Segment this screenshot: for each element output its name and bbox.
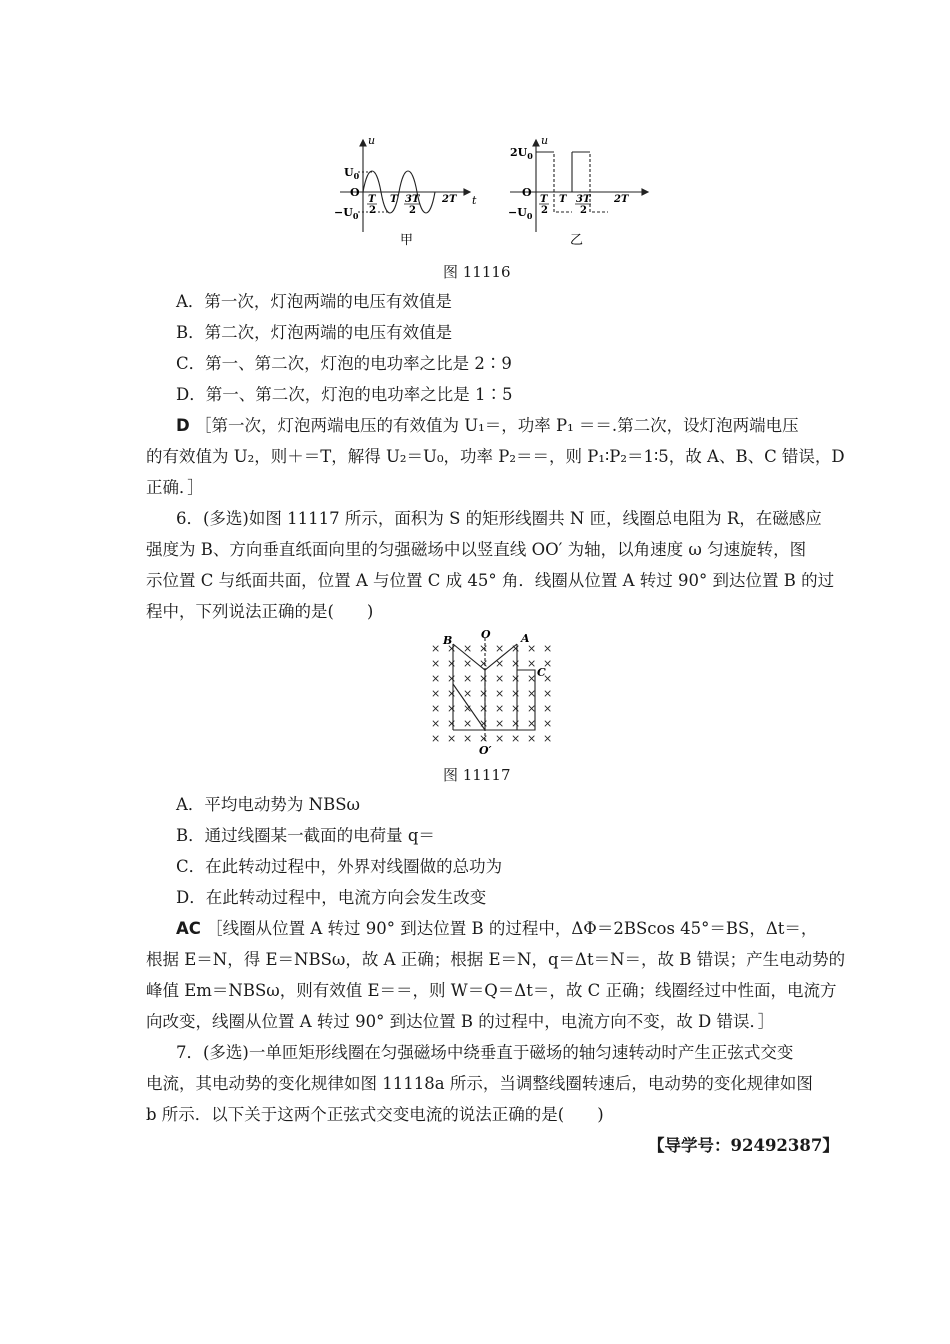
field-cross-icon: × <box>463 732 473 745</box>
origin-label-2: O <box>522 186 532 199</box>
u-axis-label-2: u <box>541 134 549 147</box>
field-cross-icon: × <box>479 717 489 730</box>
field-cross-icon: × <box>431 672 441 685</box>
field-cross-icon: × <box>527 642 537 655</box>
field-cross-icon: × <box>431 732 441 745</box>
label-a: A <box>521 632 530 645</box>
q5-answer-line3: 正确．］ <box>146 478 204 497</box>
field-cross-icon: × <box>511 732 521 745</box>
field-cross-icon: × <box>511 702 521 715</box>
three-half-t-num-2: 3T <box>576 194 591 205</box>
t-label: T <box>390 194 398 205</box>
field-cross-icon: × <box>463 702 473 715</box>
field-cross-icon: × <box>447 687 457 700</box>
field-cross-icon: × <box>511 672 521 685</box>
three-half-t-num: 3T <box>405 194 420 205</box>
q6-option-d: D．在此转动过程中，电流方向会发生改变 <box>176 888 487 907</box>
q7-stem-line1: 7．(多选)一单匝矩形线圈在匀强磁场中绕垂直于磁场的轴匀速转动时产生正弦式交变 <box>176 1043 794 1062</box>
field-cross-icon: × <box>543 687 553 700</box>
q6-answer-text1: ［线圈从位置 A 转过 90° 到达位置 B 的过程中，ΔΦ＝2BScos 45°＝BS，Δt＝， <box>206 919 818 938</box>
field-cross-icon: × <box>495 687 505 700</box>
field-cross-icon: × <box>463 657 473 670</box>
field-cross-icon: × <box>527 657 537 670</box>
label-o-prime: O′ <box>479 744 492 757</box>
q7-stem-line2: 电流，其电动势的变化规律如图 11118a 所示，当调整线圈转速后，电动势的变化规律如图 <box>146 1074 813 1093</box>
field-cross-icon: × <box>479 702 489 715</box>
q5-answer-letter: D <box>176 416 190 435</box>
origin-label: O <box>350 186 360 199</box>
q6-stem-line3: 示位置 C 与纸面共面，位置 A 与位置 C 成 45° 角．线圈从位置 A 转过 90° 到达位置 B 的过 <box>146 571 835 590</box>
field-cross-icon: × <box>495 642 505 655</box>
field-cross-icon: × <box>447 672 457 685</box>
field-cross-icon: × <box>527 687 537 700</box>
q6-option-b: B．通过线圈某一截面的电荷量 q＝ <box>176 826 435 845</box>
q6-stem-line2: 强度为 B、方向垂直纸面向里的匀强磁场中以竖直线 OO′ 为轴，以角速度 ω 匀速旋转，图 <box>146 540 807 559</box>
field-cross-icon: × <box>463 642 473 655</box>
field-cross-icon: × <box>527 672 537 685</box>
field-cross-icon: × <box>479 687 489 700</box>
two-t-label-2: 2T <box>614 194 629 205</box>
field-cross-icon: × <box>495 672 505 685</box>
field-cross-icon: × <box>543 732 553 745</box>
q6-stem-line1: 6．(多选)如图 11117 所示，面积为 S 的矩形线圈共 N 匝，线圈总电阻为 R，在磁感应 <box>176 509 822 528</box>
q7-stem-line3: b 所示．以下关于这两个正弦式交变电流的说法正确的是( ) <box>146 1105 604 1124</box>
field-cross-icon: × <box>479 657 489 670</box>
field-cross-icon: × <box>447 732 457 745</box>
field-cross-icon: × <box>463 687 473 700</box>
figure-11116 <box>330 132 660 250</box>
u0-label: $U_0$ <box>344 166 360 181</box>
two-t-label: 2T <box>442 194 457 205</box>
label-b: B <box>443 634 453 647</box>
half-t-den: 2 <box>369 205 376 216</box>
field-cross-icon: × <box>543 657 553 670</box>
field-cross-icon: × <box>495 732 505 745</box>
field-cross-icon: × <box>511 687 521 700</box>
field-cross-icon: × <box>495 657 505 670</box>
field-cross-icon: × <box>511 717 521 730</box>
figure-11117-caption: 图 11117 <box>443 766 511 784</box>
field-cross-icon: × <box>431 702 441 715</box>
field-cross-icon: × <box>527 717 537 730</box>
half-t-num: T <box>368 194 376 205</box>
q5-option-d: D．第一、第二次，灯泡的电功率之比是 1∶5 <box>176 385 513 404</box>
field-cross-icon: × <box>543 672 553 685</box>
field-cross-icon: × <box>431 717 441 730</box>
q5-option-b: B．第二次，灯泡两端的电压有效值是 <box>176 323 453 342</box>
half-t-den-2: 2 <box>541 205 548 216</box>
field-cross-icon: × <box>463 672 473 685</box>
q6-option-c: C．在此转动过程中，外界对线圈做的总功为 <box>176 857 503 876</box>
figure-11116-caption: 图 11116 <box>443 263 511 281</box>
label-c: C <box>537 666 546 679</box>
field-cross-icon: × <box>495 702 505 715</box>
three-half-t-den: 2 <box>409 205 416 216</box>
field-cross-icon: × <box>527 702 537 715</box>
left-graph-label: 甲 <box>400 233 414 248</box>
u-axis-label: u <box>368 134 376 147</box>
q7-guide-number: 【导学号：92492387】 <box>648 1136 839 1155</box>
right-graph-label: 乙 <box>570 233 584 248</box>
field-cross-icon: × <box>431 657 441 670</box>
field-cross-icon: × <box>447 657 457 670</box>
two-u0-label: $2U_0$ <box>510 146 533 161</box>
half-t-num-2: T <box>540 194 548 205</box>
field-cross-icon: × <box>495 717 505 730</box>
figure-11117 <box>425 630 565 758</box>
field-cross-icon: × <box>543 702 553 715</box>
t-axis-label: t <box>472 194 477 207</box>
field-cross-icon: × <box>543 642 553 655</box>
q5-answer-line1 <box>176 415 799 437</box>
field-cross-icon: × <box>543 717 553 730</box>
q6-option-a: A．平均电动势为 NBSω <box>176 795 360 814</box>
q6-stem-line4: 程中，下列说法正确的是( ) <box>146 602 374 621</box>
field-cross-icon: × <box>447 702 457 715</box>
q5-answer-line2: 的有效值为 U₂，则＋＝T，解得 U₂＝U₀，功率 P₂＝＝，则 P₁∶P₂＝1∶5，故 A、B、C 错误，D <box>146 447 845 466</box>
t-label-2: T <box>559 194 567 205</box>
field-cross-icon: × <box>527 732 537 745</box>
field-cross-icon: × <box>479 732 489 745</box>
field-cross-icon: × <box>479 642 489 655</box>
field-cross-icon: × <box>511 642 521 655</box>
q5-option-a: A．第一次，灯泡两端的电压有效值是 <box>176 292 452 311</box>
q6-answer-line3: 峰值 Em＝NBSω，则有效值 E＝＝，则 W＝Q＝Δt＝，故 C 正确；线圈经过中性面，电流方 <box>146 981 837 1000</box>
q5-answer-text1: ［第一次，灯泡两端电压的有效值为 U₁＝，功率 P₁ ＝＝.第二次，设灯泡两端电压 <box>194 416 799 435</box>
field-cross-icon: × <box>447 642 457 655</box>
q6-answer-line4: 向改变，线圈从位置 A 转过 90° 到达位置 B 的过程中，电流方向不变，故 D 错误．］ <box>146 1012 775 1031</box>
neg-u0-label: $-U_0$ <box>334 206 359 221</box>
field-cross-icon: × <box>447 717 457 730</box>
q6-answer-line1 <box>176 918 817 940</box>
q5-option-c: C．第一、第二次，灯泡的电功率之比是 2∶9 <box>176 354 512 373</box>
field-cross-icon: × <box>463 717 473 730</box>
three-half-t-den-2: 2 <box>580 205 587 216</box>
field-cross-icon: × <box>479 672 489 685</box>
neg-u0-label-2: $-U_0$ <box>508 206 533 221</box>
q6-answer-line2: 根据 E＝N，得 E＝NBSω，故 A 正确；根据 E＝N，q＝Δt＝N＝，故 B 错误；产生电动势的 <box>146 950 846 969</box>
field-cross-icon: × <box>511 657 521 670</box>
field-cross-icon: × <box>431 687 441 700</box>
q6-answer-letter: AC <box>176 919 201 938</box>
label-o: O <box>481 630 491 641</box>
field-cross-icon: × <box>431 642 441 655</box>
